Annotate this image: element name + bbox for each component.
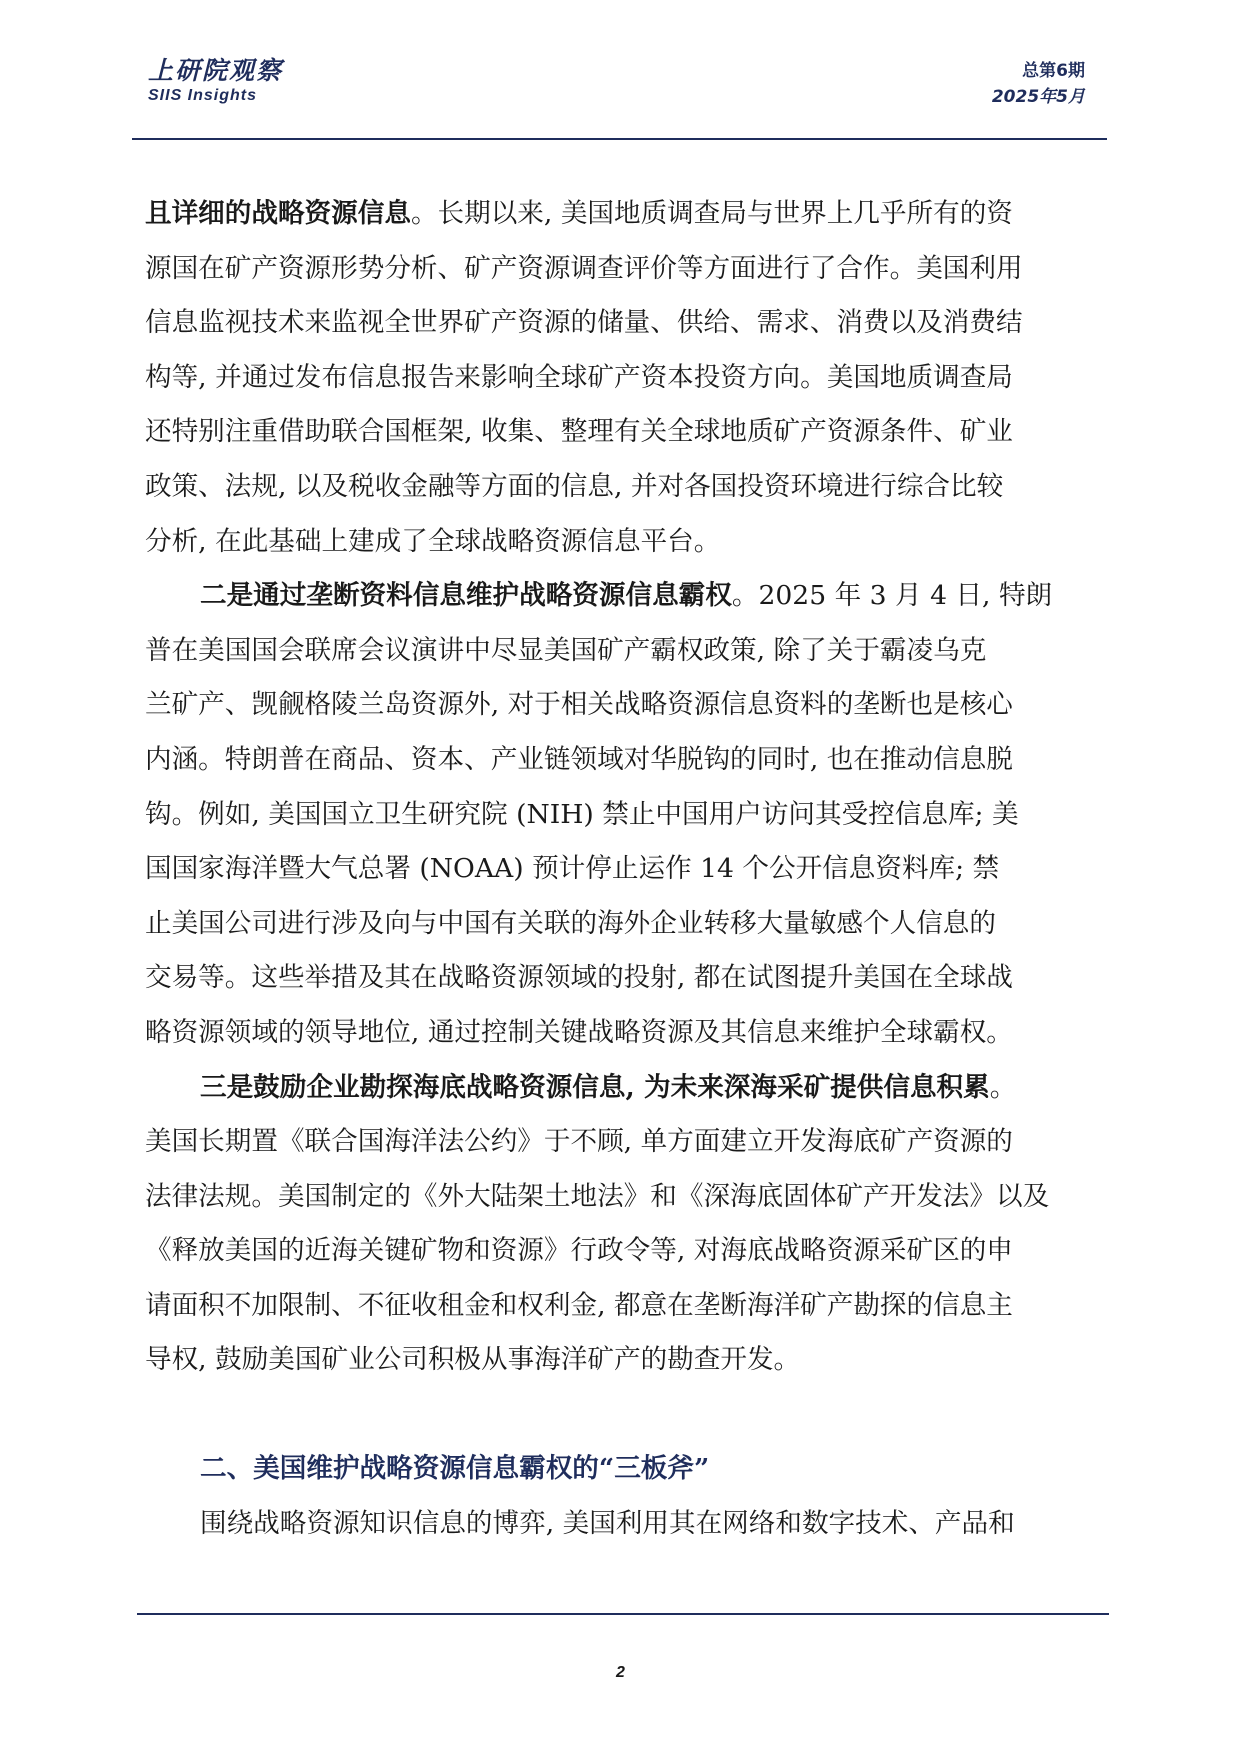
section-heading: 二、美国维护战略资源信息霸权的“三板斧” [200, 1453, 710, 1485]
paragraph-2-text: 。2025 年 3 月 4 日, 特朗 普在美国国会联席会议演讲中尽显美国矿产霸权政策, 除了关于霸凌乌克 兰矿产、觊觎格陵兰岛资源外, 对于相关战略资源信息资料的垄断也是核心 内涵。特朗普在商品、资本、产业链领域对华脱钩的同时, 也在推动信息脱 钩。例如, 美国国立卫生研究院 (NIH) 禁止中国用户访问其受控信息库; 美 国国家海洋暨大气总署 (NOAA) 预计停止运作 14 个公开信息资料库; 禁 止美国公司进行涉及向与中国有关联的海外企业转移大量敏感个人信息的 交易等。这些举措及其在战略资源领域的投射, 都在试图提升美国在全球战 略资源领域的领导地位, 通过控制关键战略资源及其信息来维护全球霸权。 [145, 580, 1053, 1048]
paragraph-4: 围绕战略资源知识信息的博弈, 美国利用其在网络和数字技术、产品和 [200, 1507, 1015, 1539]
header-divider [132, 138, 1107, 140]
issue-info [992, 58, 1085, 110]
page-number: 2 [616, 1664, 625, 1681]
paragraph-1-lead: 且详细的战略资源信息 [145, 198, 411, 229]
paragraph-3-lead: 三是鼓励企业勘探海底战略资源信息, 为未来深海采矿提供信息积累 [200, 1071, 990, 1103]
paragraph-2-lead: 二是通过垄断资料信息维护战略资源信息霸权 [200, 580, 732, 612]
paragraph-2 [145, 569, 1081, 1060]
paragraph-1 [145, 187, 1081, 569]
brand-title-en: SIIS Insights [148, 87, 258, 104]
masthead [148, 56, 283, 106]
paragraph-3-text: 。 美国长期置《联合国海洋法公约》于不顾, 单方面建立开发海底矿产资源的 法律法规。美国制定的《外大陆架土地法》和《深海底固体矿产开发法》以及 《释放美国的近海关键矿物和资源》行政令等, 对海底战略资源采矿区的申 请面积不加限制、不征收租金和权利金, 都意在垄断海洋矿产勘探的信息主 导权, 鼓励美国矿业公司积极从事海洋矿产的勘查开发。 [145, 1071, 1050, 1376]
issue-number: 总第6期 [1022, 61, 1085, 81]
paragraph-3 [145, 1061, 1081, 1389]
article-body [145, 187, 1081, 1551]
footer-divider [137, 1613, 1109, 1615]
issue-date: 2025年5月 [991, 87, 1085, 107]
brand-title-cn: 上研院观察 [148, 56, 284, 85]
paragraph-1-text: 。长期以来, 美国地质调查局与世界上几乎所有的资 源国在矿产资源形势分析、矿产资源调查评价等方面进行了合作。美国利用 信息监视技术来监视全世界矿产资源的储量、供给、需求、消费以及消费结 构等, 并通过发布信息报告来影响全球矿产资本投资方向。美国地质调查局 还特别注重借助联合国框架, 收集、整理有关全球地质矿产资源条件、矿业 政策、法规, 以及税收金融等方面的信息, 并对各国投资环境进行综合比较 分析, 在此基础上建成了全球战略资源信息平台。 [145, 198, 1023, 557]
